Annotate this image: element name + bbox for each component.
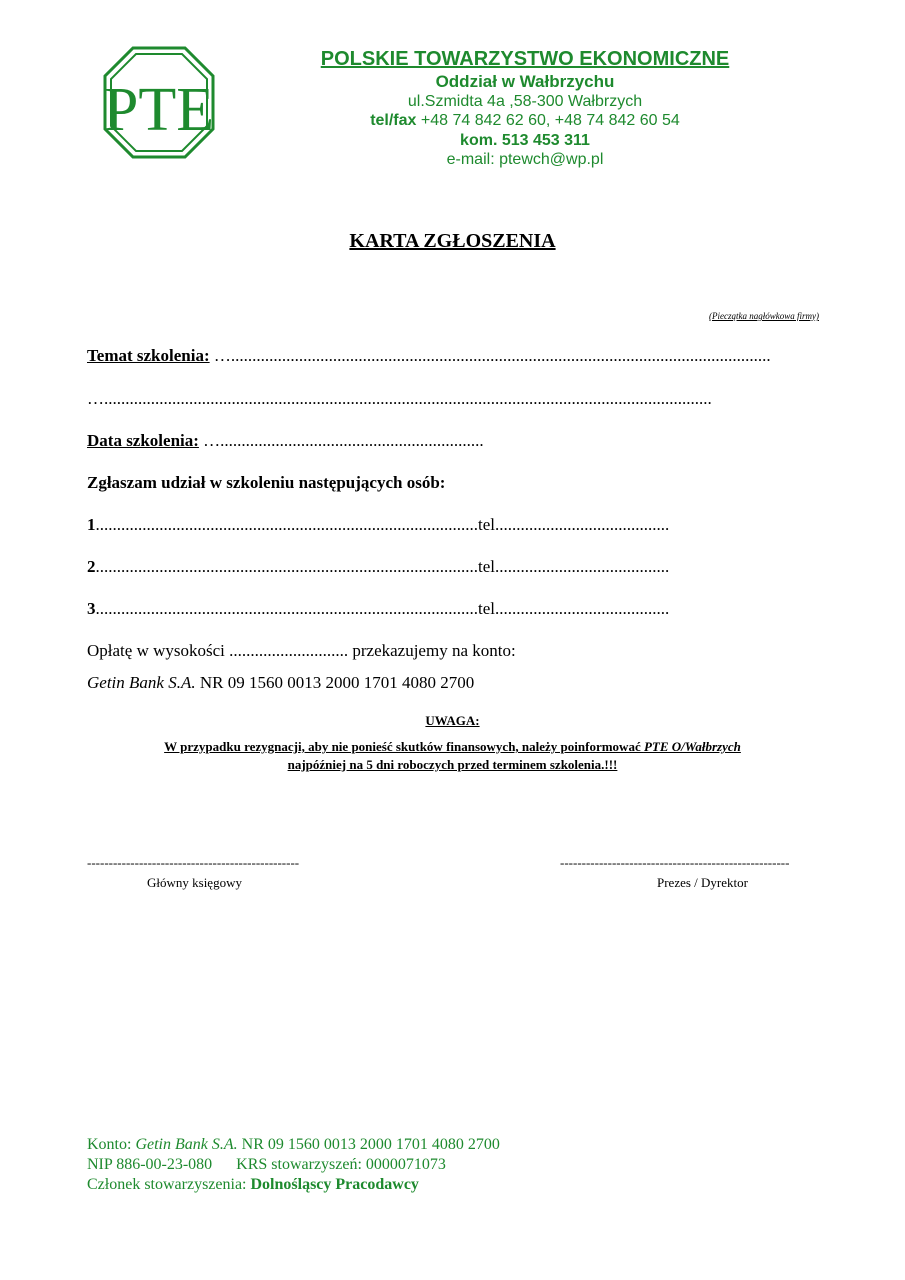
logo-text: PTE	[103, 76, 215, 144]
signature-line-right: -----------------------------------------------------	[560, 855, 790, 870]
footer-nip: NIP 886-00-23-080 KRS stowarzyszeń: 0000071073	[87, 1156, 446, 1173]
bank-line: Getin Bank S.A. NR 09 1560 0013 2000 1701 4080 2700	[87, 673, 475, 692]
topic-line: Temat szkolenia: …...............................................................................................................................	[87, 346, 771, 365]
topic-line-2: …...............................................................................................................................................	[87, 389, 712, 408]
pte-logo	[103, 46, 215, 159]
signature-label-left: Główny księgowy	[147, 875, 242, 890]
signature-label-right: Prezes / Dyrektor	[657, 875, 748, 890]
notice-line-1: W przypadku rezygnacji, aby nie ponieść skutków finansowych, należy poinformować PTE O/Wałbrzych	[164, 739, 741, 754]
participant-row: 1..........................................................................................tel.........................................	[87, 515, 670, 534]
mobile: kom. 513 453 311	[460, 131, 590, 149]
address: ul.Szmidta 4a ,58-300 Wałbrzych	[407, 92, 643, 110]
footer-member: Członek stowarzyszenia: Dolnośląscy Pracodawcy	[87, 1176, 419, 1193]
participants-heading: Zgłaszam udział w szkoleniu następujących osób:	[87, 473, 446, 492]
stamp-note: (Pieczątka nagłówkowa firmy)	[709, 311, 819, 321]
participant-row: 2..........................................................................................tel.........................................	[87, 557, 670, 576]
org-name: POLSKIE TOWARZYSTWO EKONOMICZNE	[320, 48, 730, 70]
payment-line: Opłatę w wysokości ............................ przekazujemy na konto:	[87, 641, 516, 660]
email: e-mail: ptewch@wp.pl	[446, 151, 604, 168]
participant-row: 3..........................................................................................tel.........................................	[87, 599, 670, 618]
letterhead	[300, 46, 750, 170]
page-title: KARTA ZGŁOSZENIA	[349, 230, 556, 252]
branch-name: Oddział w Wałbrzychu	[435, 72, 615, 91]
footer-account: Konto: Getin Bank S.A. NR 09 1560 0013 2000 1701 4080 2700	[87, 1136, 500, 1153]
notice-title: UWAGA:	[425, 713, 480, 728]
signature-line-left: -------------------------------------------------	[87, 855, 300, 870]
notice-line-2: najpóźniej na 5 dni roboczych przed terminem szkolenia.!!!	[287, 757, 618, 772]
phone-line: tel/fax +48 74 842 62 60, +48 74 842 60 54	[370, 112, 680, 129]
footer	[87, 1135, 500, 1195]
date-line: Data szkolenia: …..............................................................	[87, 431, 484, 450]
